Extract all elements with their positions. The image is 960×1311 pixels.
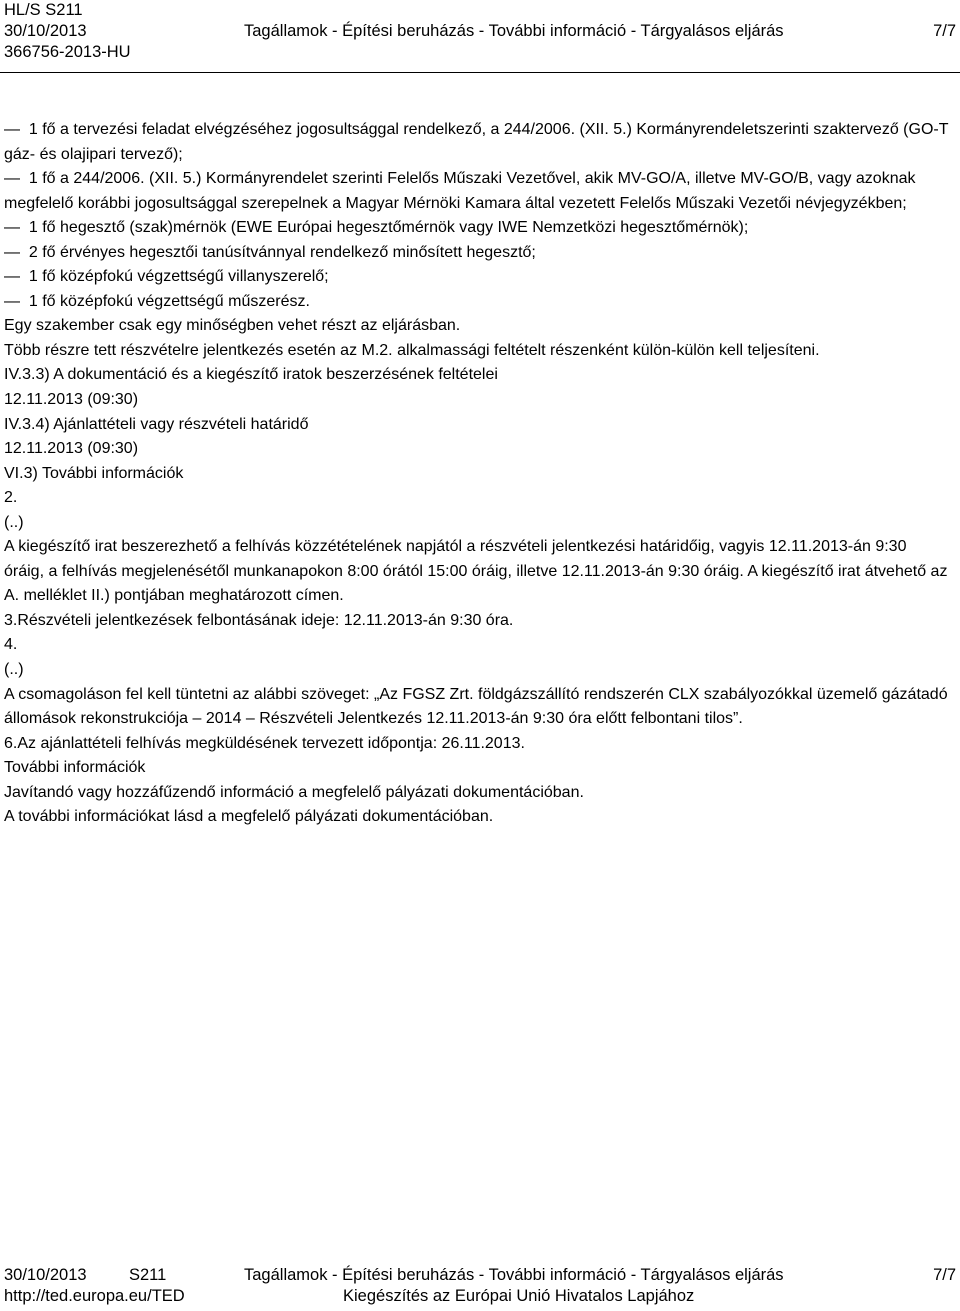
body-line: Egy szakember csak egy minőségben vehet részt az eljárásban. (4, 317, 461, 335)
header-title: Tagállamok - Építési beruházás - További információ - Tárgyalásos eljárás (244, 22, 784, 40)
footer-publisher: Kiegészítés az Európai Unió Hivatalos Lapjához (343, 1287, 695, 1305)
header-date: 30/10/2013 (4, 22, 87, 40)
body-line: 3.Részvételi jelentkezések felbontásának ideje: 12.11.2013-án 9:30 óra. (4, 611, 514, 629)
body-line: Javítandó vagy hozzáfűzendő információ a megfelelő pályázati dokumentációban. (4, 783, 584, 801)
page-header (4, 0, 956, 72)
doc-type: HL/S S211 (4, 1, 83, 19)
footer-url[interactable]: http://ted.europa.eu/TED (4, 1287, 185, 1305)
bullet-item: — 1 fő a 244/2006. (XII. 5.) Kormányrendelet szerinti Felelős Műszaki Vezetővel, akik MV-GO/A, illetve MV-GO/B, vagy azoknak megfelelő korábbi jogosultsággal szerepelnek a Magyar Mérnöki Kamara által vezetett Felelős Műszaki Vezetői névjegyzékben; (4, 167, 950, 216)
body-line: További információk (4, 759, 146, 777)
body-line: 4. (4, 636, 18, 654)
bullet-item: — 1 fő a tervezési feladat elvégzéséhez jogosultsággal rendelkező, a 244/2006. (XII. 5.) Kormányrendeletszerinti szaktervező (GO-T gáz- és olajipari tervező); (4, 118, 950, 167)
bullet-item: — 1 fő hegesztő (szak)mérnök (EWE Európai hegesztőmérnök vagy IWE Nemzetközi hegesztőmérnök); (4, 216, 950, 241)
header-divider (0, 72, 960, 73)
body-line: A csomagoláson fel kell tüntetni az alábbi szöveget: „Az FGSZ Zrt. földgázszállító rendszerén CLX szabályozókkal üzemelő gázátadó állomások rekonstrukciója – 2014 – Részvételi Jelentkezés 12.11.2013-án 9:30 óra előtt felbontani tilos”. (4, 685, 948, 728)
body-line: IV.3.4) Ajánlattételi vagy részvételi határidő (4, 415, 309, 433)
bullet-item: — 2 fő érvényes hegesztői tanúsítvánnyal rendelkező minősített hegesztő; (4, 241, 950, 266)
body-line: Több részre tett részvételre jelentkezés esetén az M.2. alkalmassági feltételt részenként külön-külön kell teljesíteni. (4, 341, 820, 359)
footer-page-number: 7/7 (933, 1266, 956, 1284)
footer-title: Tagállamok - Építési beruházás - További információ - Tárgyalásos eljárás (244, 1266, 784, 1284)
body-line: 12.11.2013 (09:30) (4, 440, 139, 458)
document-body (4, 118, 950, 830)
body-line: 12.11.2013 (09:30) (4, 391, 139, 409)
header-page-number: 7/7 (933, 22, 956, 40)
body-line: IV.3.3) A dokumentáció és a kiegészítő iratok beszerzésének feltételei (4, 366, 498, 384)
notice-id: 366756-2013-HU (4, 43, 131, 61)
body-line: 6.Az ajánlattételi felhívás megküldésének tervezett időpontja: 26.11.2013. (4, 734, 525, 752)
page-footer (4, 1265, 956, 1307)
body-line: 2. (4, 489, 18, 507)
body-line: (..) (4, 661, 24, 679)
body-line: A kiegészítő irat beszerezhető a felhívás közzétételének napjától a részvételi jelentkezési határidőig, vagyis 12.11.2013-án 9:30 óráig, a felhívás megjelenésétől munkanapokon 8:00 órától 15:00 óráig, illetve 12.11.2013-án 9:30 óráig. A kiegészítő irat átvehető az A. melléklet II.) pontjában meghatározott címen. (4, 538, 948, 605)
bullet-item: — 1 fő középfokú végzettségű villanyszerelő; (4, 265, 950, 290)
footer-date: 30/10/2013 (4, 1266, 87, 1284)
footer-series: S211 (129, 1266, 167, 1284)
body-line: VI.3) További információk (4, 464, 184, 482)
body-line: A további információkat lásd a megfelelő pályázati dokumentációban. (4, 808, 494, 826)
bullet-item: — 1 fő középfokú végzettségű műszerész. (4, 290, 950, 315)
body-line: (..) (4, 513, 24, 531)
